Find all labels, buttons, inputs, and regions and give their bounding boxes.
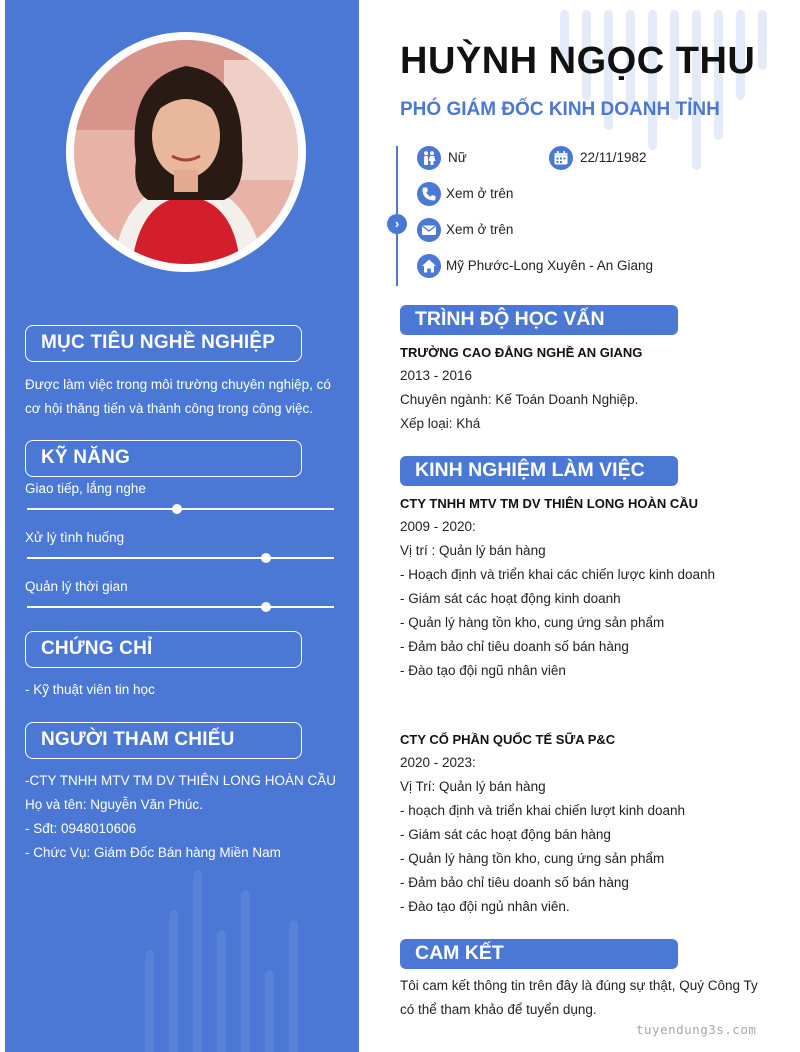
job-line: Vị Trí: Quản lý bán hàng [400,779,546,794]
education-line: Chuyên ngành: Kế Toán Doanh Nghiệp. [400,392,639,407]
education-heading [400,305,678,335]
gender-value: Nữ [448,150,467,165]
objective-line: Được làm việc trong môi trường chuyên nghiệp, có [25,377,331,392]
job-line: - Quản lý hàng tồn kho, cung ứng sản phẩm [400,615,665,630]
job-line: - Đảm bảo chỉ tiêu doanh số bán hàng [400,639,629,654]
job-line: - Giám sát các hoạt động kinh doanh [400,591,621,606]
decorative-bars [145,850,359,1052]
skill-bar [27,606,334,608]
job-details [400,751,790,919]
job-line: - Giám sát các hoạt động bán hàng [400,827,611,842]
company-name: CTY CỔ PHẦN QUỐC TẾ SỮA P&C [400,732,616,747]
education-details [400,364,790,436]
commitment-line: có thể tham khảo để tuyển dụng. [400,1002,597,1017]
job-line: - Quản lý hàng tồn kho, cung ứng sản phẩm [400,851,665,866]
watermark: tuyendung3s.com [636,1022,757,1037]
skill-label: Xử lý tình huống [25,530,125,545]
references-text [25,769,345,865]
objective-heading-label: MỤC TIÊU NGHỀ NGHIỆP [41,332,276,353]
job-line: - Đào tạo đội ngủ nhân viên. [400,899,570,914]
commitment-heading [400,939,678,969]
skill-label: Quản lý thời gian [25,579,128,594]
gender-icon [417,146,441,170]
address-value: Mỹ Phước-Long Xuyên - An Giang [446,258,653,273]
reference-line: Họ và tên: Nguyễn Văn Phúc. [25,797,203,812]
job-line: - Đào tạo đội ngũ nhân viên [400,663,566,678]
job-line: 2020 - 2023: [400,755,476,770]
objective-text [25,373,345,421]
references-heading [25,722,302,759]
reference-line: - Chức Vụ: Giám Đốc Bán hàng Miền Nam [25,845,281,860]
job-line: - hoạch định và triển khai chiến lượt kinh doanh [400,803,686,818]
education-line: 2013 - 2016 [400,368,473,383]
email-icon [417,218,441,242]
skill-bar [27,557,334,559]
job-line: - Đảm bảo chỉ tiêu doanh số bán hàng [400,875,629,890]
skills-heading [25,440,302,477]
birth-date: 22/11/1982 [580,150,647,165]
reference-line: - Sđt: 0948010606 [25,821,137,836]
email-value: Xem ở trên [446,222,514,237]
education-heading-label: TRÌNH ĐỘ HỌC VẤN [415,308,605,330]
skills-heading-label: KỸ NĂNG [41,447,131,468]
references-heading-label: NGƯỜI THAM CHIẾU [41,729,235,750]
certificates-heading [25,631,302,668]
experience-heading [400,456,678,486]
job-line: 2009 - 2020: [400,519,476,534]
certificates-text [25,678,345,702]
experience-heading-label: KINH NGHIỆM LÀM VIỆC [415,459,645,481]
avatar [74,40,298,264]
phone-icon [417,182,441,206]
job-line: - Hoạch định và triển khai các chiến lược kinh doanh [400,567,716,582]
education-line: Xếp loại: Khá [400,416,481,431]
calendar-icon [549,146,573,170]
chevron-right-icon: › [387,214,407,234]
skill-label: Giao tiếp, lắng nghe [25,481,146,496]
candidate-role: PHÓ GIÁM ĐỐC KINH DOANH TỈNH [400,99,720,120]
phone-value: Xem ở trên [446,186,514,201]
job-details [400,515,790,683]
objective-line: cơ hội thăng tiến và thành công trong công việc. [25,401,314,416]
skill-bar [27,508,334,510]
objective-heading [25,325,302,362]
company-name: CTY TNHH MTV TM DV THIÊN LONG HOÀN CẦU [400,496,699,511]
reference-line: -CTY TNHH MTV TM DV THIÊN LONG HOÀN CẦU [25,773,337,788]
commitment-line: Tôi cam kết thông tin trên đây là đúng sự thật, Quý Công Ty [400,978,758,993]
certificates-heading-label: CHỨNG CHỈ [41,638,153,659]
home-icon [417,254,441,278]
job-line: Vị trí : Quản lý bán hàng [400,543,546,558]
commitment-heading-label: CAM KẾT [415,942,504,964]
certificate-line: - Kỹ thuật viên tin học [25,682,155,697]
commitment-text [400,974,790,1022]
candidate-name: HUỲNH NGỌC THU [400,40,756,82]
school-name: TRƯỜNG CAO ĐẲNG NGHỀ AN GIANG [400,345,643,360]
